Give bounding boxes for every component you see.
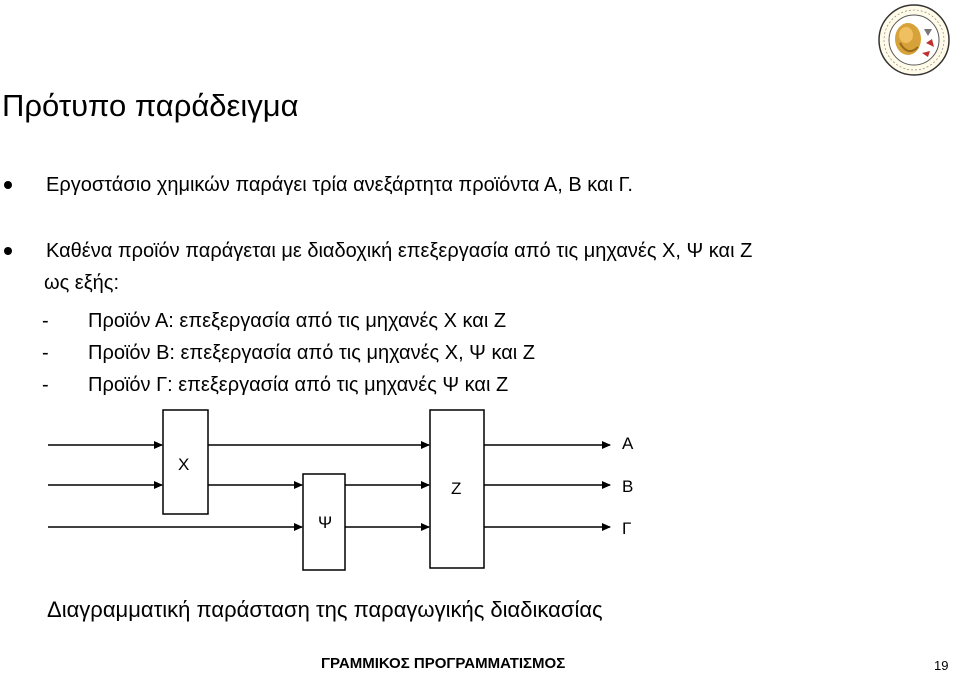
dash: - — [42, 310, 49, 332]
process-flow-diagram — [0, 400, 960, 590]
output-a-label: Α — [622, 434, 634, 453]
dash: - — [42, 342, 49, 364]
bullet-icon — [4, 247, 12, 255]
product-line-text: Προϊόν Β: επεξεργασία από τις μηχανές Χ, Ψ και Ζ — [88, 342, 535, 364]
university-seal-icon — [872, 3, 956, 77]
dash: - — [42, 374, 49, 396]
bullet-icon — [4, 181, 12, 189]
product-line-text: Προϊόν Γ: επεξεργασία από τις μηχανές Ψ και Ζ — [88, 374, 509, 396]
output-g-label: Γ — [622, 519, 632, 538]
product-line — [42, 370, 508, 400]
product-line-text: Προϊόν Α: επεξεργασία από τις μηχανές Χ και Ζ — [88, 310, 507, 332]
product-line — [42, 306, 506, 336]
slide-title: Πρότυπο παράδειγμα — [2, 88, 299, 123]
footer-title: ΓΡΑΜΜΙΚΟΣ ΠΡΟΓΡΑΜΜΑΤΙΣΜΟΣ — [321, 655, 566, 672]
machine-z-label: Ζ — [451, 479, 462, 498]
output-b-label: Β — [622, 477, 634, 496]
bullet-continuation: ως εξής: — [44, 272, 119, 294]
machine-psi-label: Ψ — [318, 513, 333, 532]
diagram-caption: Διαγραμματική παράσταση της παραγωγικής διαδικασίας — [47, 597, 603, 622]
machine-x-label: Χ — [178, 455, 190, 474]
product-line — [42, 338, 535, 368]
bullet-text: Εργοστάσιο χημικών παράγει τρία ανεξάρτητα προϊόντα Α, Β και Γ. — [46, 174, 633, 196]
bullet-text: Καθένα προϊόν παράγεται με διαδοχική επεξεργασία από τις μηχανές Χ, Ψ και Ζ — [46, 240, 753, 262]
page-number: 19 — [934, 658, 949, 673]
